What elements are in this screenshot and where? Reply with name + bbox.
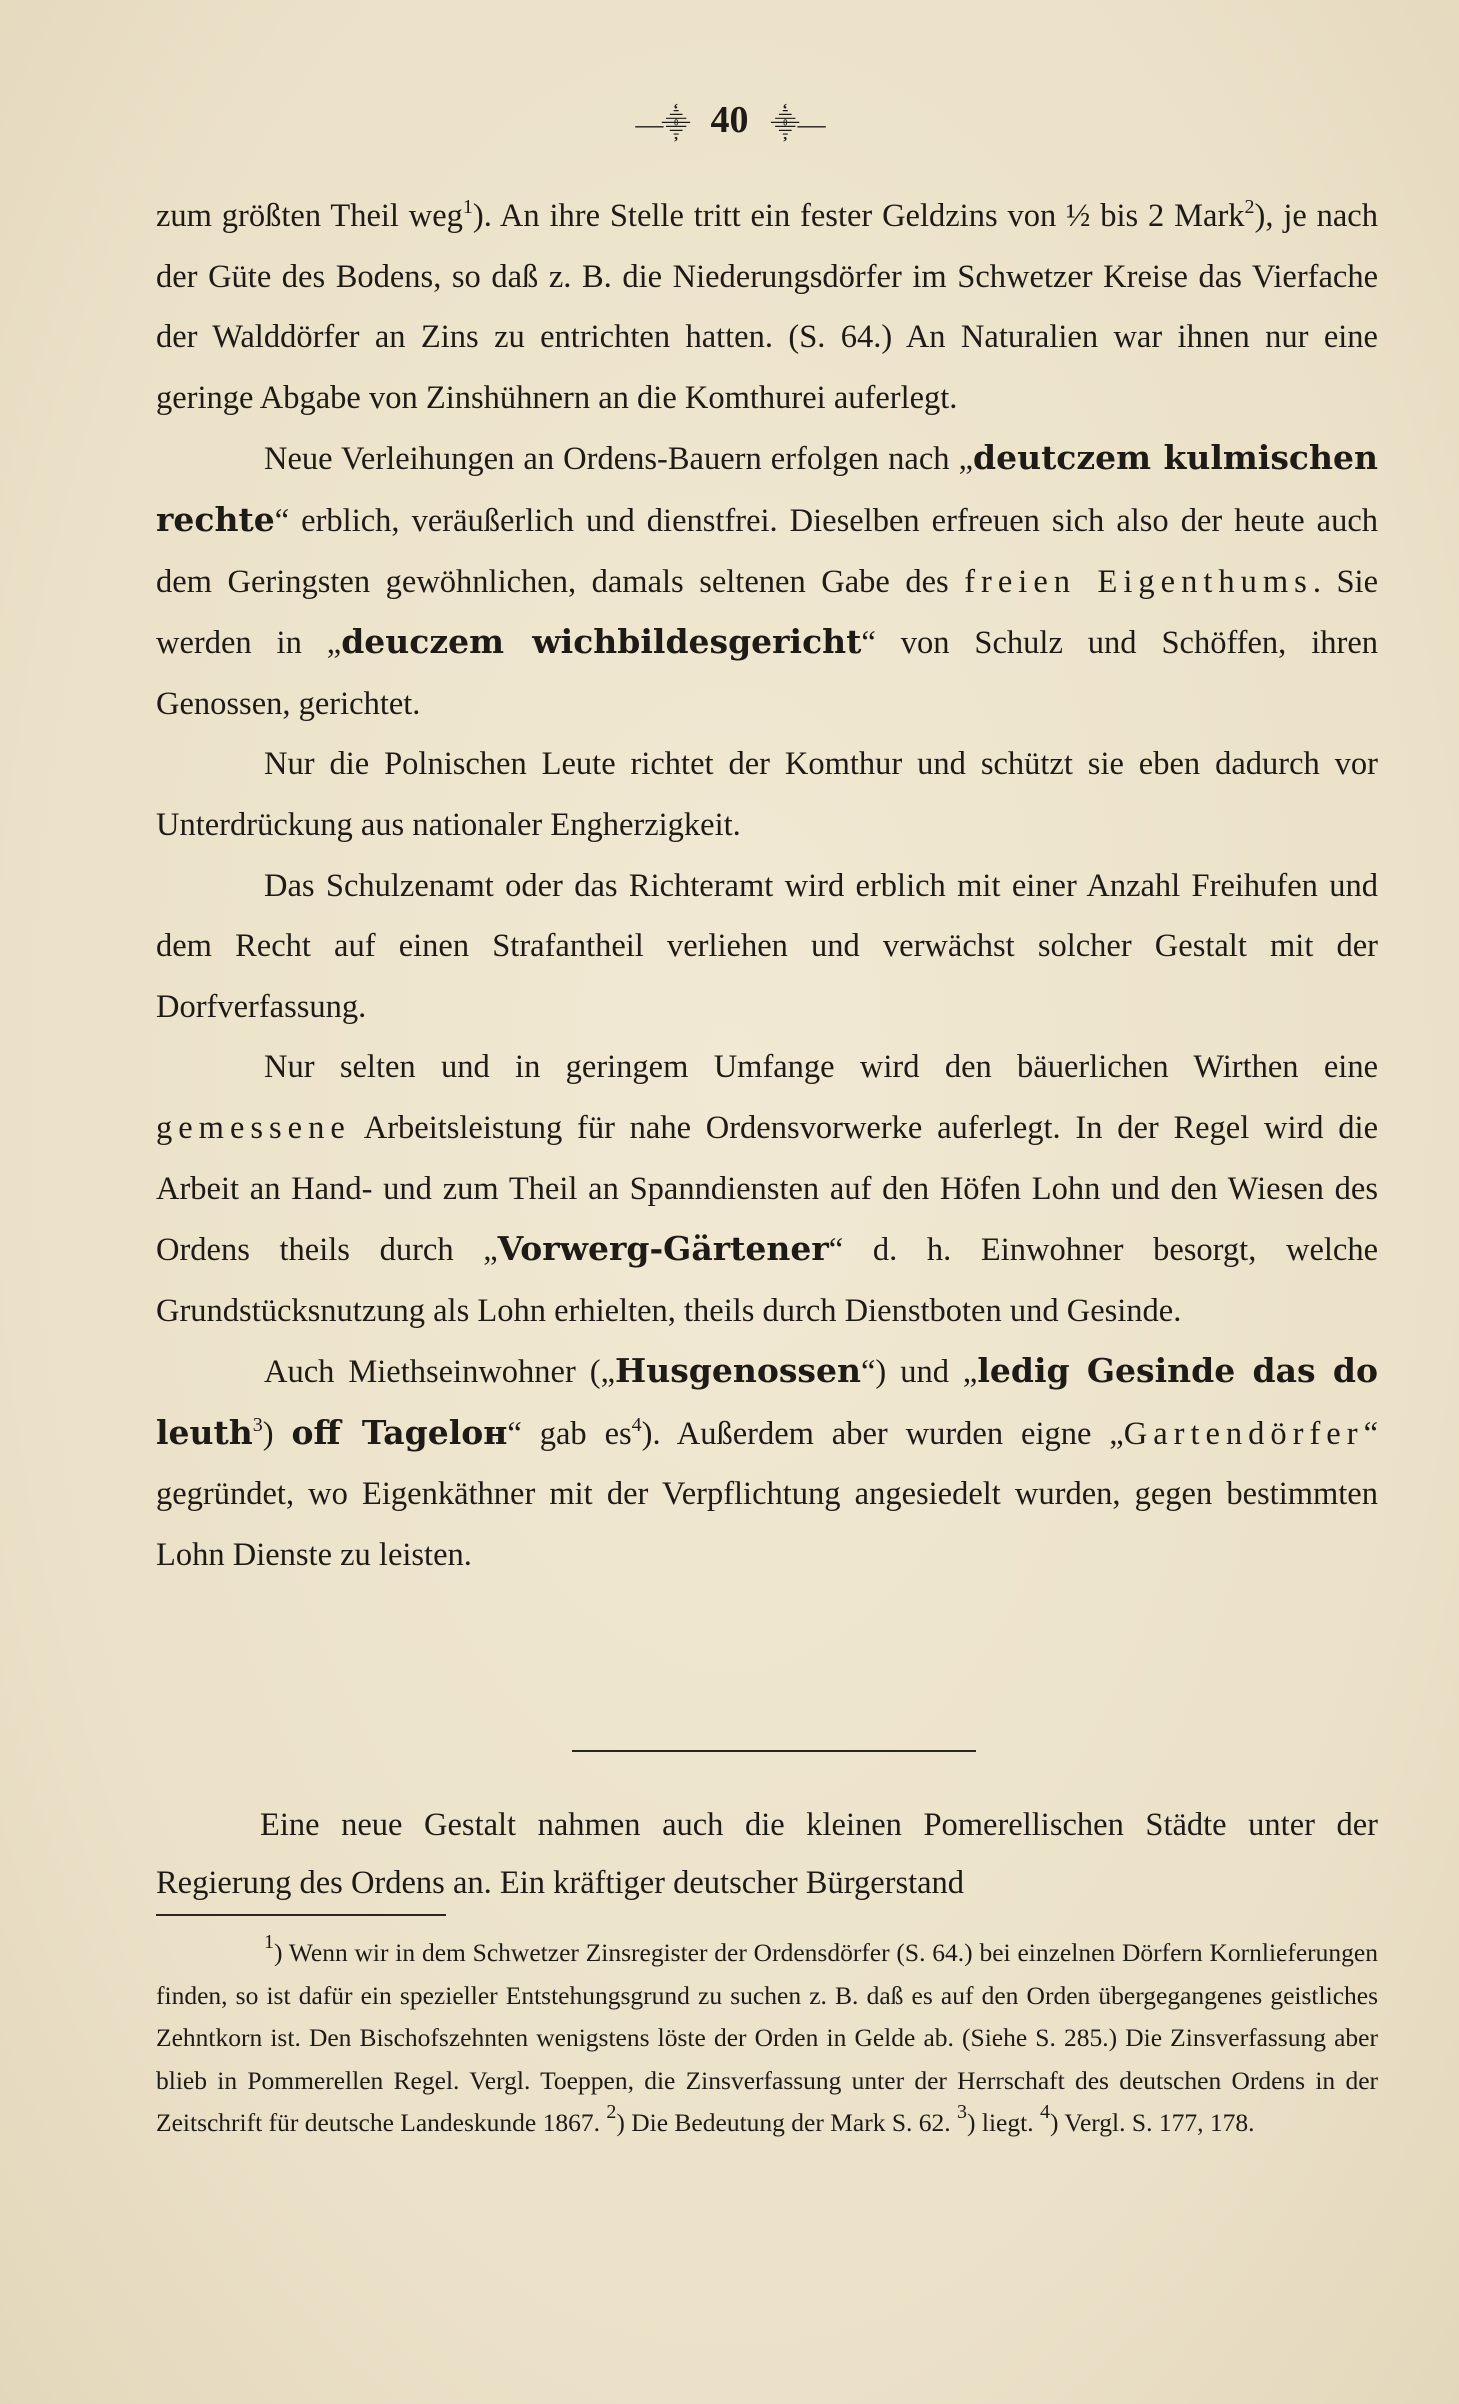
footnotes	[156, 1932, 1378, 2145]
text-run: “ von Schulz und Schöffen, ihren Genossen, gerichtet.	[156, 625, 1378, 722]
paragraph	[156, 428, 1378, 734]
text-run: Neue Verleihungen an Ordens-Bauern erfolgen nach „	[264, 441, 973, 478]
text-run: “ gegründet, wo Eigenkäthner mit der Verpflichtung angesiedelt wurden, gegen bestimmten Lohn Dienste zu leisten.	[156, 1415, 1378, 1574]
page-header	[0, 98, 1459, 142]
footnote-marker: 3	[957, 2101, 967, 2123]
text-run: ) Die Bedeutung der Mark S. 62.	[616, 2108, 957, 2137]
footnote-marker: 2	[1244, 196, 1255, 218]
body-text-continued	[156, 1796, 1378, 1912]
spaced-emphasis: freien Eigenthums	[964, 563, 1313, 600]
blackletter-quote: ledig Gesinde das do leuth	[156, 1351, 1378, 1452]
footnote-marker: 2	[606, 2101, 617, 2123]
paragraph	[156, 734, 1378, 855]
header-ornament-right: ⸎—	[770, 109, 824, 141]
blackletter-quote: off Tageloн	[291, 1412, 508, 1452]
footnote-divider	[156, 1914, 446, 1916]
text-run: Nur die Polnischen Leute richtet der Komthur und schützt sie eben dadurch vor Unterdrückung aus nationaler Engherzigkeit.	[156, 746, 1378, 843]
paragraph: Eine neue Gestalt nahmen auch die kleinen Pomerellischen Städte unter der Regierung des Ordens an. Ein kräftiger deutscher Bürgerstand	[156, 1807, 1378, 1901]
text-run: ) liegt.	[967, 2108, 1040, 2137]
spaced-emphasis: gemessene	[156, 1109, 351, 1146]
text-run: “ d. h. Einwohner besorgt, welche Grundstücksnutzung als Lohn erhielten, theils durch Dienstboten und Gesinde.	[156, 1232, 1378, 1329]
footnote-marker: 1	[462, 196, 473, 218]
text-run: Nur selten und in geringem Umfange wird den bäuerlichen Wirthen eine	[264, 1049, 1378, 1086]
text-run: ) Vergl. S. 177, 178.	[1049, 2108, 1255, 2137]
paragraph	[156, 1341, 1378, 1585]
footnote-marker: 4	[1039, 2101, 1050, 2123]
paragraph	[156, 856, 1378, 1038]
text-run: zum größten Theil weg	[156, 198, 463, 234]
spaced-emphasis: Gartendörfer	[1123, 1415, 1364, 1452]
blackletter-quote: Husgenossen	[615, 1351, 861, 1391]
page-number: 40	[710, 99, 749, 141]
text-run: ). An ihre Stelle tritt ein fester Geldzins von ½ bis 2 Mark	[472, 198, 1245, 234]
text-run: “ gab es	[507, 1415, 632, 1452]
text-run: Auch Miethseinwohner („	[264, 1354, 616, 1391]
footnote-marker: 4	[631, 1413, 642, 1436]
text-run: Das Schulzenamt oder das Richteramt wird erblich mit einer Anzahl Freihufen und dem Recht auf einen Strafantheil verliehen und verwächst solcher Gestalt mit der Dorfverfassung.	[156, 867, 1378, 1025]
footnote-block	[156, 1932, 1378, 2145]
text-run: ). Außerdem aber wurden eigne „	[641, 1415, 1124, 1452]
text-run: Arbeitsleistung für nahe Ordensvorwerke auferlegt. In der Regel wird die Arbeit an Hand- und zum Theil an Spanndiensten auf den Höfen Lohn und den Wiesen des Ordens theils durch „	[156, 1109, 1378, 1269]
blackletter-quote: deutczem kulmischen rechte	[156, 438, 1378, 539]
paragraph	[156, 186, 1378, 428]
blackletter-quote: deuczem wichbildesgericht	[341, 622, 862, 662]
paragraph	[156, 1037, 1378, 1341]
text-run: “ erblich, veräußerlich und dienstfrei. Dieselben erfreuen sich also der heute auch dem Geringsten gewöhnlichen, damals seltenen Gabe des	[156, 502, 1378, 600]
text-run: )	[262, 1415, 292, 1452]
section-divider	[572, 1750, 976, 1752]
text-run: ) Wenn wir in dem Schwetzer Zinsregister der Ordensdörfer (S. 64.) bei einzelnen Dörfern Kornlieferungen finden, so ist dafür ein spezieller Entstehungsgrund zu suchen z. B. daß es auf den Orden übergegangenes geistliches Zehntkorn ist. Den Bischofszehnten wenigstens löste der Orden in Gelde ab. (Siehe S. 285.) Die Zinsverfassung aber blieb in Pommerellen Regel. Vergl. Toeppen, die Zinsverfassung unter der Herrschaft des deutschen Ordens in der Zeitschrift für deutsche Landeskunde 1867.	[156, 1938, 1378, 2137]
body-text	[156, 186, 1378, 1586]
blackletter-quote: Vorwerg-Gärtener	[497, 1229, 829, 1269]
text-run: . Sie werden in „	[156, 563, 1379, 662]
text-run: ), je nach der Güte des Bodens, so daß z. B. die Niederungsdörfer im Schwetzer Kreise das Vierfache der Walddörfer an Zins zu entrichten hatten. (S. 64.) An Naturalien war ihnen nur eine geringe Abgabe von Zinshühnern an die Komthurei auferlegt.	[156, 198, 1378, 416]
text-run: “) und „	[861, 1354, 978, 1391]
footnote-marker: 1	[264, 1931, 274, 1953]
header-ornament-left: —⸎	[635, 109, 689, 141]
footnote-marker: 3	[252, 1413, 263, 1436]
